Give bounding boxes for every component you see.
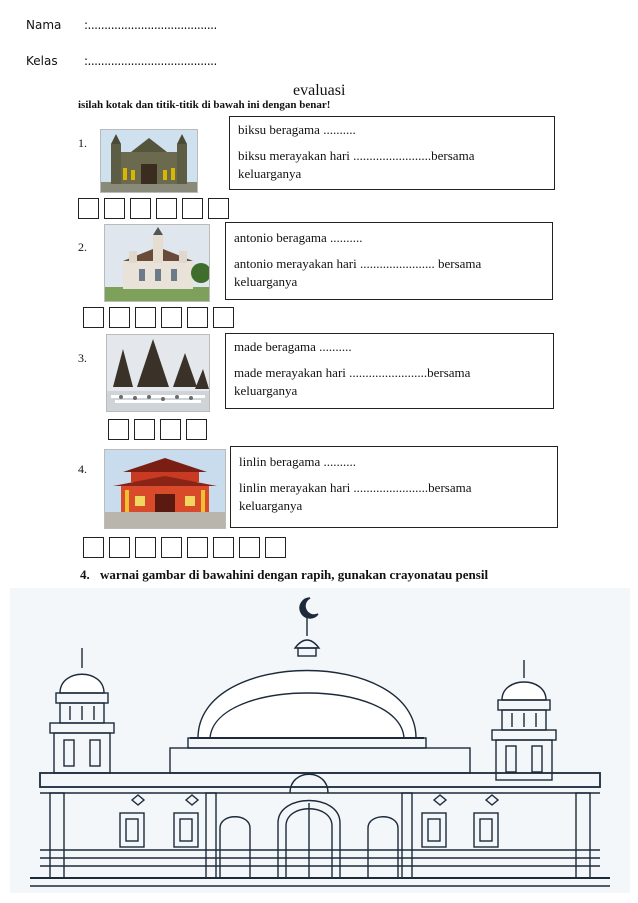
question-holiday-line[interactable]: linlin merayakan hari .......................bersama bbox=[239, 480, 472, 495]
answer-box[interactable] bbox=[78, 198, 99, 219]
answer-box[interactable] bbox=[213, 307, 234, 328]
answer-box[interactable] bbox=[161, 537, 182, 558]
task-instruction-line: warnai gambar di bawahini dengan rapih, gunakan crayonatau pensil bbox=[100, 567, 489, 582]
answer-box[interactable] bbox=[213, 537, 234, 558]
question-number: 1. bbox=[78, 136, 87, 150]
mosque-coloring-drawing[interactable] bbox=[10, 588, 630, 893]
pagoda-photo bbox=[104, 449, 226, 529]
question-family-line: keluarganya bbox=[234, 383, 298, 398]
temple-photo bbox=[106, 334, 210, 412]
instruction-text: isilah kotak dan titik-titik di bawah ini dengan benar! bbox=[78, 99, 331, 111]
answer-box[interactable] bbox=[83, 537, 104, 558]
name-label: Nama bbox=[26, 18, 62, 32]
question-family-line: keluarganya bbox=[234, 274, 298, 289]
answer-boxes-3[interactable] bbox=[108, 419, 207, 440]
question-religion-line[interactable]: linlin beragama .......... bbox=[239, 454, 356, 469]
answer-box[interactable] bbox=[186, 419, 207, 440]
answer-box[interactable] bbox=[109, 307, 130, 328]
question-number: 3. bbox=[78, 351, 87, 365]
answer-boxes-2[interactable] bbox=[83, 307, 234, 328]
question-box-4 bbox=[230, 446, 558, 528]
answer-box[interactable] bbox=[160, 419, 181, 440]
page-title: evaluasi bbox=[293, 82, 346, 99]
answer-box[interactable] bbox=[156, 198, 177, 219]
question-holiday-line[interactable]: made merayakan hari ........................bersama bbox=[234, 365, 471, 380]
answer-boxes-4[interactable] bbox=[83, 537, 286, 558]
answer-box[interactable] bbox=[83, 307, 104, 328]
question-religion-line[interactable]: biksu beragama .......... bbox=[238, 122, 356, 137]
answer-box[interactable] bbox=[135, 537, 156, 558]
answer-box[interactable] bbox=[187, 307, 208, 328]
question-box-2 bbox=[225, 222, 553, 300]
question-number: 2. bbox=[78, 240, 87, 254]
question-family-line: keluarganya bbox=[238, 166, 302, 181]
answer-box[interactable] bbox=[104, 198, 125, 219]
question-holiday-line[interactable]: biksu merayakan hari ........................bersama bbox=[238, 148, 475, 163]
class-label: Kelas bbox=[26, 54, 58, 68]
question-family-line: keluarganya bbox=[239, 498, 303, 513]
answer-box[interactable] bbox=[239, 537, 260, 558]
answer-boxes-1[interactable] bbox=[78, 198, 229, 219]
answer-box[interactable] bbox=[130, 198, 151, 219]
answer-box[interactable] bbox=[182, 198, 203, 219]
answer-box[interactable] bbox=[134, 419, 155, 440]
church-photo bbox=[104, 224, 210, 302]
question-religion-line[interactable]: antonio beragama .......... bbox=[234, 230, 363, 245]
question-religion-line[interactable]: made beragama .......... bbox=[234, 339, 352, 354]
answer-box[interactable] bbox=[109, 537, 130, 558]
class-field[interactable]: :....................................... bbox=[84, 54, 217, 68]
answer-box[interactable] bbox=[108, 419, 129, 440]
answer-box[interactable] bbox=[208, 198, 229, 219]
name-field[interactable]: :....................................... bbox=[84, 18, 217, 32]
answer-box[interactable] bbox=[135, 307, 156, 328]
answer-box[interactable] bbox=[161, 307, 182, 328]
answer-box[interactable] bbox=[187, 537, 208, 558]
answer-box[interactable] bbox=[265, 537, 286, 558]
question-number: 4. bbox=[78, 462, 87, 476]
church-photo bbox=[100, 129, 198, 193]
task-number: 4. bbox=[80, 567, 90, 582]
question-box-1 bbox=[229, 116, 555, 190]
question-holiday-line[interactable]: antonio merayakan hari ....................... bersama bbox=[234, 256, 482, 271]
question-box-3 bbox=[225, 333, 554, 409]
